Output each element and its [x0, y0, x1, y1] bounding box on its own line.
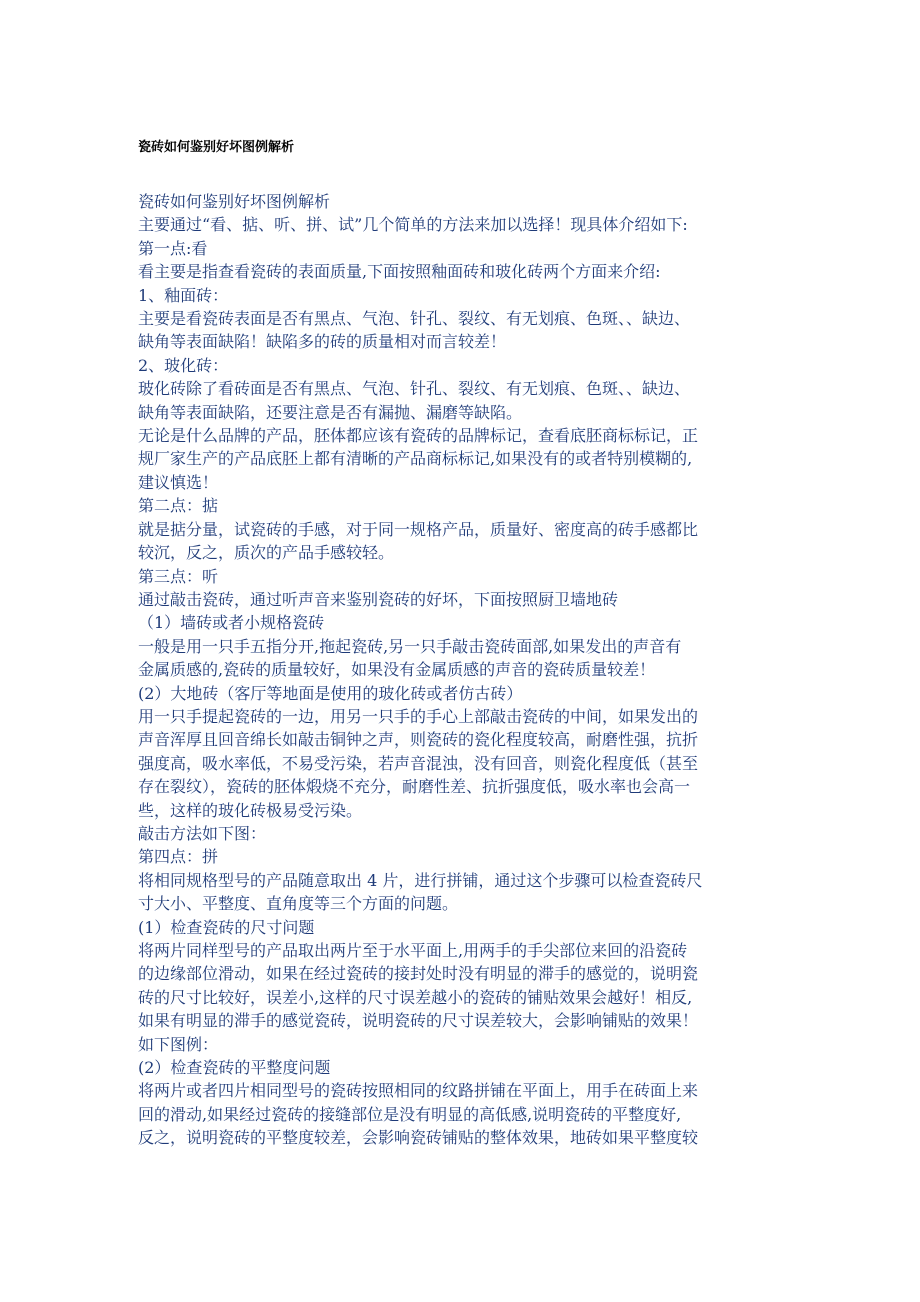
body-line: 1、釉面砖：: [138, 285, 229, 305]
body-line: 无论是什么品牌的产品，胚体都应该有瓷砖的品牌标记，查看底胚商标标记，正: [138, 426, 699, 446]
body-line: 砖的尺寸比较好，误差小,这样的尺寸误差越小的瓷砖的铺贴效果会越好！相反,: [138, 987, 693, 1007]
body-line: 强度高，吸水率低，不易受污染，若声音混浊，没有回音，则瓷化程度低（甚至: [138, 753, 699, 773]
body-line: 玻化砖除了看砖面是否有黑点、气泡、针孔、裂纹、有无划痕、色斑、、缺边、: [138, 379, 691, 399]
body-line: 主要是看瓷砖表面是否有黑点、气泡、针孔、裂纹、有无划痕、色斑、、缺边、: [138, 309, 691, 329]
body-line: 瓷砖如何鉴别好坏图例解析: [138, 192, 331, 211]
body-line: (1）检查瓷砖的尺寸问题: [138, 917, 315, 937]
body-line: 就是掂分量，试瓷砖的手感，对于同一规格产品，质量好、密度高的砖手感都比: [138, 519, 699, 539]
body-line: 看主要是指查看瓷砖的表面质量,下面按照釉面砖和玻化砖两个方面来介绍:: [138, 262, 661, 282]
body-line: 些，这样的玻化砖极易受污染。: [138, 800, 363, 820]
body-line: 主要通过“看、掂、听、拼、试”几个简单的方法来加以选择！现具体介绍如下:: [138, 215, 688, 235]
body-line: 第一点:看: [138, 238, 208, 258]
body-line: 用一只手提起瓷砖的一边，用另一只手的手心上部敲击瓷砖的中间，如果发出的: [138, 706, 699, 726]
body-line: 通过敲击瓷砖，通过听声音来鉴别瓷砖的好坏，下面按照厨卫墙地砖: [138, 589, 619, 609]
body-line: 将相同规格型号的产品随意取出 4 片，进行拼铺，通过这个步骤可以检查瓷砖尺: [138, 870, 703, 890]
body-line: 较沉，反之，质次的产品手感较轻。: [138, 543, 395, 563]
body-line: 如果有明显的滞手的感觉瓷砖，说明瓷砖的尺寸误差较大，会影响铺贴的效果！: [138, 1011, 699, 1031]
body-line: 建议慎选！: [138, 472, 219, 492]
body-line: （1）墙砖或者小规格瓷砖: [138, 613, 325, 633]
body-line: 规厂家生产的产品底胚上都有清晰的产品商标标记,如果没有的或者特别模糊的,: [138, 449, 693, 469]
body-line: 存在裂纹），瓷砖的胚体煅烧不充分，耐磨性差、抗折强度低，吸水率也会高一: [138, 777, 691, 797]
body-line: 缺角等表面缺陷！缺陷多的砖的质量相对而言较差！: [138, 332, 507, 352]
document-title: 瓷砖如何鉴别好坏图例解析: [138, 140, 295, 155]
body-line: (2）大地砖（客厅等地面是使用的玻化砖或者仿古砖）: [138, 683, 523, 703]
body-line: 敲击方法如下图：: [138, 823, 267, 843]
body-line: 2、玻化砖：: [138, 355, 229, 375]
body-line: 一般是用一只手五指分开,拖起瓷砖,另一只手敲击瓷砖面部,如果发出的声音有: [138, 636, 682, 656]
body-line: 的边缘部位滑动，如果在经过瓷砖的接封处时没有明显的滞手的感觉的，说明瓷: [138, 964, 699, 984]
body-line: 缺角等表面缺陷，还要注意是否有漏抛、漏磨等缺陷。: [138, 402, 523, 422]
body-line: (2）检查瓷砖的平整度问题: [138, 1058, 331, 1078]
body-line: 如下图例：: [138, 1034, 219, 1054]
document-body: [138, 190, 783, 1150]
body-line: 金属质感的,瓷砖的质量较好，如果没有金属质感的声音的瓷砖质量较差！: [138, 660, 656, 680]
body-line: 第三点：听: [138, 566, 219, 586]
body-line: 第四点：拼: [138, 847, 219, 867]
body-line: 声音浑厚且回音绵长如敲击铜钟之声，则瓷砖的瓷化程度较高，耐磨性强，抗折: [138, 730, 699, 750]
body-line: 寸大小、平整度、直角度等三个方面的问题。: [138, 894, 459, 914]
body-line: 将两片同样型号的产品取出两片至于水平面上,用两手的手尖部位来回的沿瓷砖: [138, 941, 688, 960]
body-line: 第二点：掂: [138, 496, 219, 516]
body-line: 将两片或者四片相同型号的瓷砖按照相同的纹路拼铺在平面上，用手在砖面上来: [138, 1081, 699, 1101]
body-line: 反之，说明瓷砖的平整度较差，会影响瓷砖铺贴的整体效果，地砖如果平整度较: [138, 1128, 699, 1148]
body-line: 回的滑动,如果经过瓷砖的接缝部位是没有明显的高低感,说明瓷砖的平整度好,: [138, 1104, 682, 1124]
